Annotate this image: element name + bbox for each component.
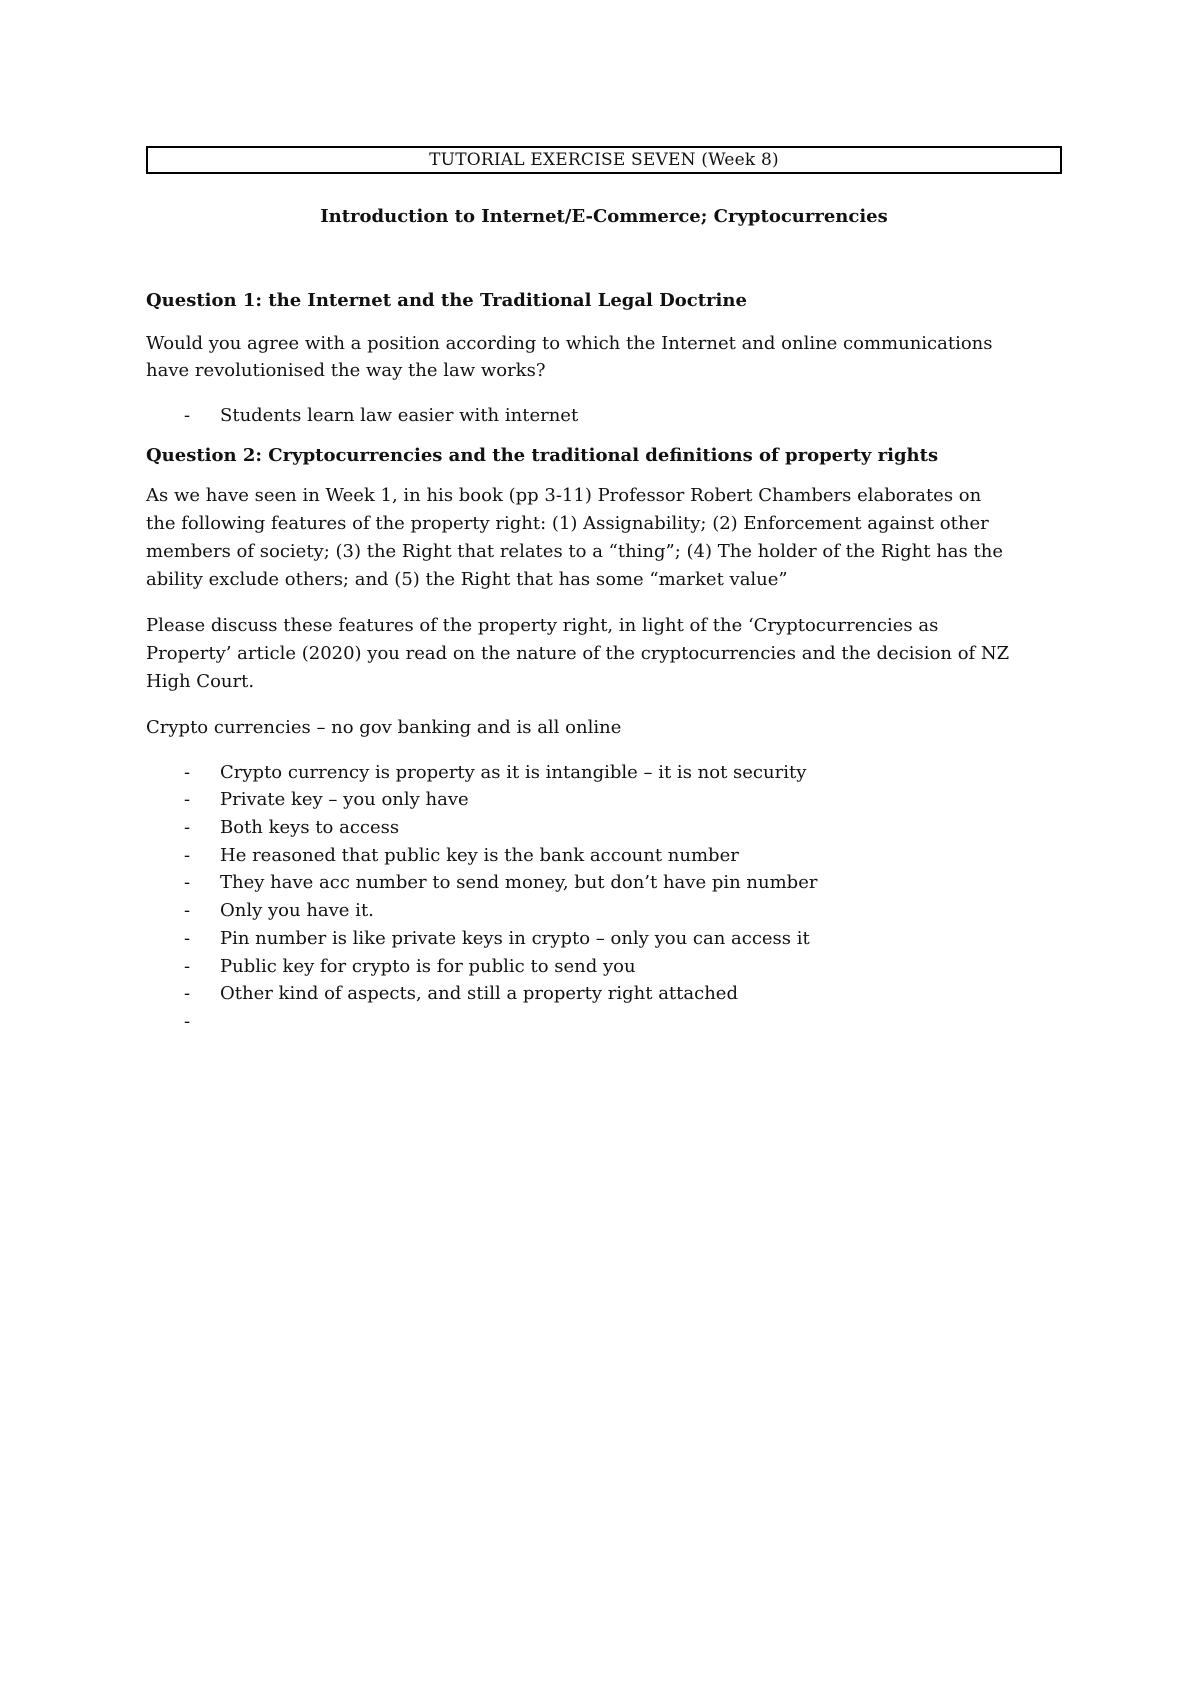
- paragraph-line: members of society; (3) the Right that relates to a “thing”; (4) The holder of the Right has the: [146, 540, 1003, 562]
- bullet-dash: -: [184, 789, 191, 811]
- question-2-paragraph-2: [146, 612, 1062, 696]
- question-1-prompt: [146, 330, 1062, 385]
- list-item-text: Public key for crypto is for public to send you: [220, 955, 636, 977]
- list-item: [146, 1008, 1062, 1036]
- question-1-heading: Question 1: the Internet and the Traditional Legal Doctrine: [146, 290, 747, 311]
- list-item: [146, 980, 1062, 1008]
- list-item: [146, 953, 1062, 981]
- list-item-text: He reasoned that public key is the bank account number: [220, 844, 739, 866]
- list-item: [146, 925, 1062, 953]
- list-item-text: Only you have it.: [220, 900, 374, 922]
- list-item: [146, 786, 1062, 814]
- list-item: [146, 842, 1062, 870]
- paragraph-line: High Court.: [146, 670, 255, 692]
- document-page: [146, 146, 1062, 1036]
- paragraph-line: the following features of the property right: (1) Assignability; (2) Enforcement against other: [146, 512, 989, 534]
- title-box: [146, 146, 1062, 174]
- question-2-heading: Question 2: Cryptocurrencies and the traditional definitions of property rights: [146, 444, 939, 466]
- bullet-dash: -: [184, 872, 191, 894]
- bullet-dash: -: [184, 900, 191, 922]
- list-item: [146, 402, 1062, 430]
- list-item: [146, 869, 1062, 897]
- list-item: [146, 897, 1062, 925]
- question-1-prompt-line: have revolutionised the way the law works?: [146, 360, 546, 381]
- paragraph-line: Please discuss these features of the property right, in light of the ‘Cryptocurrencies as: [146, 614, 939, 636]
- crypto-note: Crypto currencies – no gov banking and is all online: [146, 716, 622, 738]
- list-item-text: Private key – you only have: [220, 789, 469, 811]
- bullet-dash: -: [184, 844, 191, 866]
- question-2-bullet-list: [146, 759, 1062, 1036]
- bullet-dash: -: [184, 405, 191, 426]
- list-item: [146, 814, 1062, 842]
- bullet-dash: -: [184, 955, 191, 977]
- paragraph-line: As we have seen in Week 1, in his book (pp 3-11) Professor Robert Chambers elaborates on: [146, 484, 982, 506]
- list-item-text: Pin number is like private keys in crypto – only you can access it: [220, 927, 810, 949]
- paragraph-line: ability exclude others; and (5) the Right that has some “market value”: [146, 568, 788, 590]
- list-item-text: They have acc number to send money, but don’t have pin number: [220, 872, 818, 894]
- title-box-text: TUTORIAL EXERCISE SEVEN (Week 8): [429, 150, 779, 170]
- list-item-text: Other kind of aspects, and still a property right attached: [220, 983, 738, 1005]
- list-item-text: Students learn law easier with internet: [220, 405, 579, 426]
- paragraph-line: Property’ article (2020) you read on the nature of the cryptocurrencies and the decision of NZ: [146, 642, 1010, 664]
- document-subtitle: Introduction to Internet/E-Commerce; Cryptocurrencies: [320, 206, 888, 227]
- list-item-text: Both keys to access: [220, 817, 400, 839]
- bullet-dash: -: [184, 983, 191, 1005]
- question-1-prompt-line: Would you agree with a position according to which the Internet and online communications: [146, 333, 993, 354]
- list-item: [146, 759, 1062, 787]
- list-item-text: Crypto currency is property as it is intangible – it is not security: [220, 761, 807, 783]
- bullet-dash: -: [184, 1010, 191, 1032]
- question-2-paragraph-1: [146, 482, 1062, 594]
- bullet-dash: -: [184, 927, 191, 949]
- bullet-dash: -: [184, 761, 191, 783]
- question-1-bullet-list: [146, 402, 1062, 430]
- bullet-dash: -: [184, 817, 191, 839]
